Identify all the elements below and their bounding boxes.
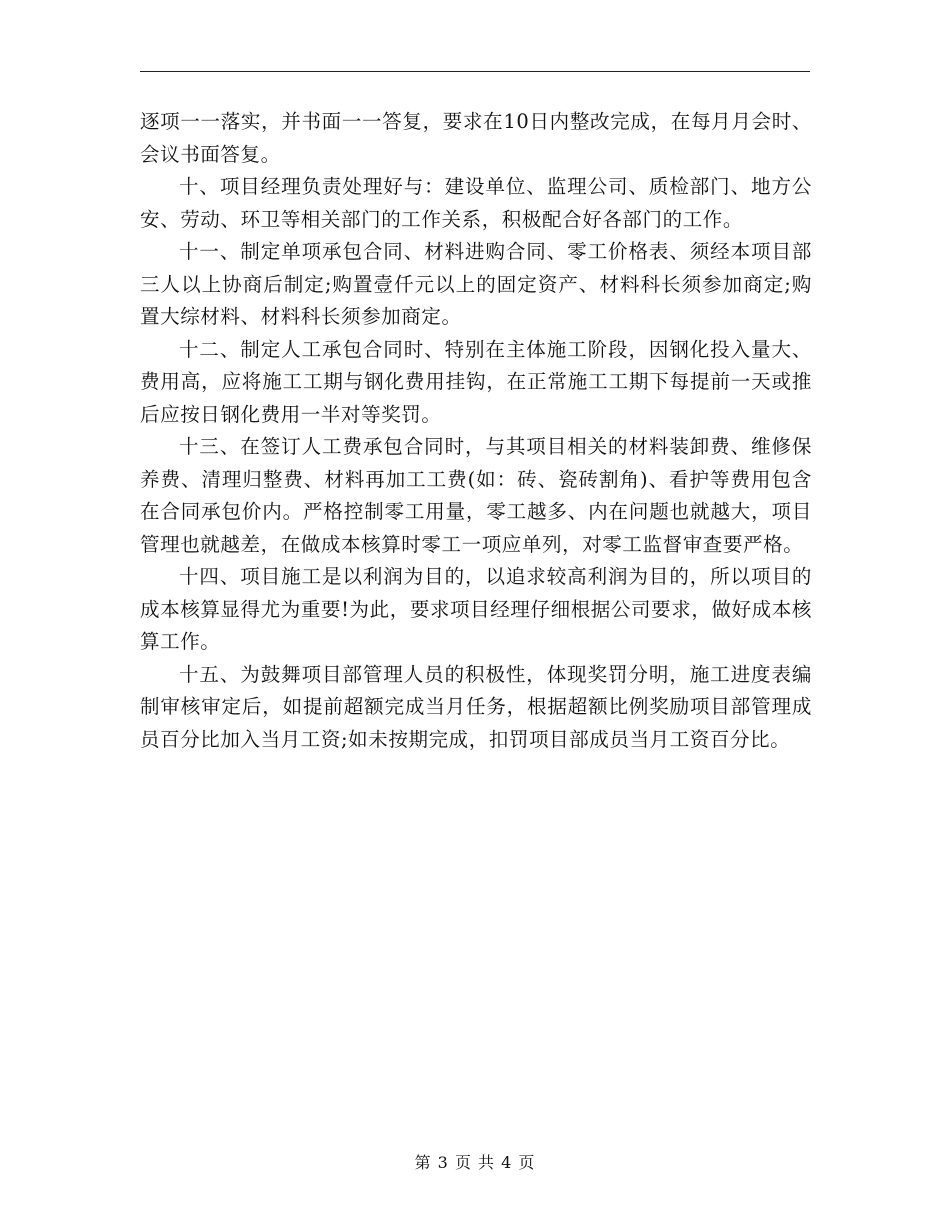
page-footer (0, 1150, 950, 1173)
header-rule (140, 71, 810, 72)
paragraph-item-13: 十三、在签订人工费承包合同时，与其项目相关的材料装卸费、维修保养费、清理归整费、材料再加工工费(如：砖、瓷砖割角)、看护等费用包含在合同承包价内。严格控制零工用量，零工越多、内在问题也就越大，项目管理也就越差，在做成本核算时零工一项应单列，对零工监督审查要严格。 (140, 435, 812, 556)
page-number-label: 第 3 页 共 4 页 (414, 1153, 536, 1172)
paragraph-item-11: 十一、制定单项承包合同、材料进购合同、零工价格表、须经本项目部三人以上协商后制定;购置壹仟元以上的固定资产、材料科长须参加商定;购置大综材料、材料科长须参加商定。 (140, 240, 812, 328)
paragraph-continuation: 逐项一一落实，并书面一一答复，要求在10日内整改完成，在每月月会时、会议书面答复。 (140, 110, 812, 166)
paragraph-item-10: 十、项目经理负责处理好与：建设单位、监理公司、质检部门、地方公安、劳动、环卫等相关部门的工作关系，积极配合好各部门的工作。 (140, 175, 812, 231)
paragraph-item-15: 十五、为鼓舞项目部管理人员的积极性，体现奖罚分明，施工进度表编制审核审定后，如提前超额完成当月任务，根据超额比例奖励项目部管理成员百分比加入当月工资;如未按期完成，扣罚项目部成员当月工资百分比。 (140, 662, 812, 751)
document-body (140, 106, 812, 756)
paragraph-item-14: 十四、项目施工是以利润为目的，以追求较高利润为目的，所以项目的成本核算显得尤为重要!为此，要求项目经理仔细根据公司要求，做好成本核算工作。 (140, 565, 812, 653)
paragraph-item-12: 十二、制定人工承包合同时、特别在主体施工阶段，因钢化投入量大、费用高，应将施工工期与钢化费用挂钩，在正常施工工期下每提前一天或推后应按日钢化费用一半对等奖罚。 (140, 337, 812, 426)
